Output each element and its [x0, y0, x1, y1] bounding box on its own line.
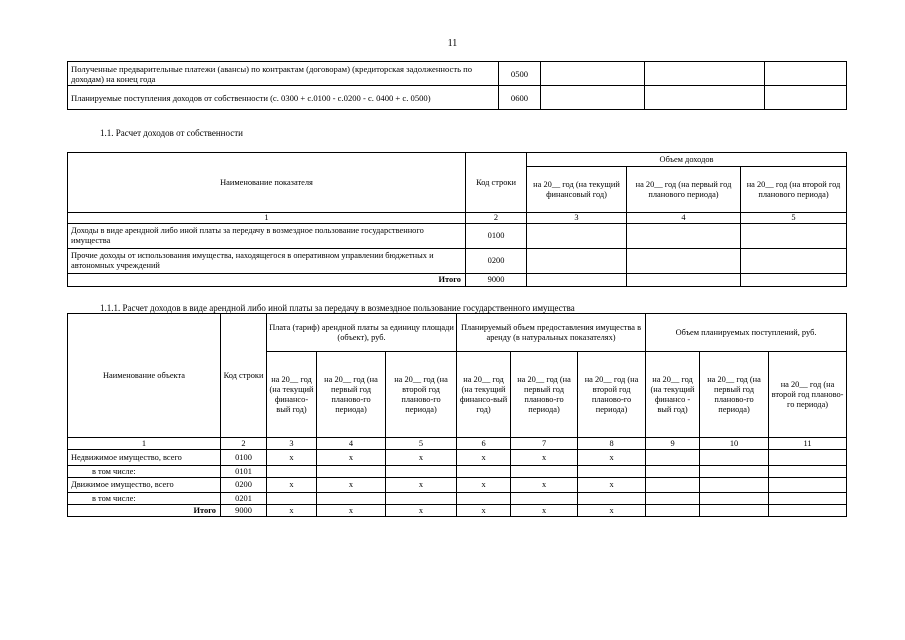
section-caption-1-1-1: 1.1.1. Расчет доходов в виде арендной либо иной платы за передачу в возмездное пользование государственного имущества	[100, 303, 575, 313]
value-cell[interactable]	[700, 466, 769, 478]
row-name: Планируемые поступления доходов от собственности (с. 0300 + с.0100 - с.0200 - с. 0400 + с. 0500)	[68, 86, 499, 110]
value-cell[interactable]	[741, 274, 847, 287]
row-name: Прочие доходы от использования имущества, находящегося в оперативном управлении бюджетных и автономных учреждений	[68, 249, 466, 274]
value-cell[interactable]	[765, 62, 847, 86]
value-cell[interactable]	[627, 274, 741, 287]
value-cell[interactable]	[646, 493, 700, 505]
rent-table	[67, 313, 847, 517]
value-cell[interactable]	[386, 493, 457, 505]
header-year-first: на 20__ год (на первый год планово-го периода)	[317, 352, 386, 438]
header-year-second: на 20__ год (на второй год планово-го периода)	[578, 352, 646, 438]
column-number: 2	[221, 438, 267, 450]
column-number: 9	[646, 438, 700, 450]
header-year-current: на 20__ год (на текущий финансовый год)	[527, 167, 627, 213]
header-year-current: на 20__ год (на текущий финансо - вый год)	[646, 352, 700, 438]
total-row	[68, 505, 847, 517]
x-mark: x	[511, 478, 578, 493]
x-mark: x	[578, 505, 646, 517]
page-number: 11	[447, 38, 458, 49]
column-number: 11	[769, 438, 847, 450]
value-cell[interactable]	[700, 478, 769, 493]
x-mark: x	[386, 450, 457, 466]
x-mark: x	[386, 505, 457, 517]
value-cell[interactable]	[457, 493, 511, 505]
value-cell[interactable]	[578, 466, 646, 478]
x-mark: x	[457, 478, 511, 493]
x-mark: x	[317, 478, 386, 493]
header-receipts: Объем планируемых поступлений, руб.	[646, 314, 847, 352]
value-cell[interactable]	[627, 224, 741, 249]
header-code: Код строки	[466, 153, 527, 213]
value-cell[interactable]	[317, 466, 386, 478]
value-cell[interactable]	[769, 478, 847, 493]
column-number: 4	[317, 438, 386, 450]
table-row	[68, 86, 847, 110]
header-year-second: на 20__ год (на второй год планово-го периода)	[769, 352, 847, 438]
header-year-current: на 20__ год (на текущий финансо-вый год)	[457, 352, 511, 438]
row-code: 0100	[466, 224, 527, 249]
value-cell[interactable]	[267, 493, 317, 505]
row-name: в том числе:	[68, 466, 221, 478]
column-numbers-row	[68, 213, 847, 224]
value-cell[interactable]	[646, 505, 700, 517]
table-row	[68, 62, 847, 86]
row-code: 0500	[499, 62, 541, 86]
value-cell[interactable]	[769, 505, 847, 517]
value-cell[interactable]	[527, 249, 627, 274]
column-number: 1	[68, 213, 466, 224]
table-row	[68, 478, 847, 493]
x-mark: x	[317, 450, 386, 466]
value-cell[interactable]	[646, 478, 700, 493]
header-year-second: на 20__ год (на второй год планово-го периода)	[386, 352, 457, 438]
x-mark: x	[267, 505, 317, 517]
value-cell[interactable]	[627, 249, 741, 274]
total-code: 9000	[221, 505, 267, 517]
header-year-first: на 20__ год (на первый год планово-го периода)	[700, 352, 769, 438]
value-cell[interactable]	[741, 249, 847, 274]
column-number: 4	[627, 213, 741, 224]
section-caption-1-1: 1.1. Расчет доходов от собственности	[100, 128, 243, 138]
row-name: в том числе:	[68, 493, 221, 505]
table-row	[68, 493, 847, 505]
value-cell[interactable]	[646, 450, 700, 466]
header-year-current: на 20__ год (на текущий финансо-вый год)	[267, 352, 317, 438]
value-cell[interactable]	[646, 466, 700, 478]
table-row	[68, 450, 847, 466]
row-code: 0100	[221, 450, 267, 466]
value-cell[interactable]	[700, 505, 769, 517]
value-cell[interactable]	[511, 466, 578, 478]
header-year-first: на 20__ год (на первый год планово-го периода)	[511, 352, 578, 438]
table-row	[68, 224, 847, 249]
header-rate: Плата (тариф) арендной платы за единицу площади (объект), руб.	[267, 314, 457, 352]
row-name: Полученные предварительные платежи (авансы) по контрактам (договорам) (кредиторская задолженность по доходам) на конец года	[68, 62, 499, 86]
value-cell[interactable]	[765, 86, 847, 110]
top-table	[67, 61, 847, 110]
row-name: Доходы в виде арендной либо иной платы за передачу в возмездное пользование государственного имущества	[68, 224, 466, 249]
header-volume: Объем доходов	[527, 153, 847, 167]
row-code: 0600	[499, 86, 541, 110]
column-number: 8	[578, 438, 646, 450]
total-label: Итого	[68, 505, 221, 517]
value-cell[interactable]	[541, 86, 645, 110]
column-number: 5	[741, 213, 847, 224]
x-mark: x	[267, 478, 317, 493]
income-table	[67, 152, 847, 287]
row-name: Движимое имущество, всего	[68, 478, 221, 493]
x-mark: x	[511, 505, 578, 517]
value-cell[interactable]	[267, 466, 317, 478]
value-cell[interactable]	[645, 86, 765, 110]
row-code: 0200	[466, 249, 527, 274]
header-object-name: Наименование объекта	[68, 314, 221, 438]
x-mark: x	[386, 478, 457, 493]
value-cell[interactable]	[700, 450, 769, 466]
value-cell[interactable]	[457, 466, 511, 478]
column-number: 1	[68, 438, 221, 450]
column-number: 3	[527, 213, 627, 224]
column-number: 10	[700, 438, 769, 450]
x-mark: x	[578, 478, 646, 493]
x-mark: x	[578, 450, 646, 466]
row-code: 0201	[221, 493, 267, 505]
column-numbers-row	[68, 438, 847, 450]
row-code: 0200	[221, 478, 267, 493]
header-year-first: на 20__ год (на первый год планового периода)	[627, 167, 741, 213]
x-mark: x	[267, 450, 317, 466]
value-cell[interactable]	[541, 62, 645, 86]
value-cell[interactable]	[769, 466, 847, 478]
value-cell[interactable]	[317, 493, 386, 505]
value-cell[interactable]	[769, 493, 847, 505]
header-year-second: на 20__ год (на второй год планового периода)	[741, 167, 847, 213]
x-mark: x	[317, 505, 386, 517]
value-cell[interactable]	[527, 224, 627, 249]
header-code: Код строки	[221, 314, 267, 438]
x-mark: x	[511, 450, 578, 466]
value-cell[interactable]	[578, 493, 646, 505]
value-cell[interactable]	[511, 493, 578, 505]
value-cell[interactable]	[527, 274, 627, 287]
total-row	[68, 274, 847, 287]
table-row	[68, 466, 847, 478]
value-cell[interactable]	[386, 466, 457, 478]
value-cell[interactable]	[741, 224, 847, 249]
x-mark: x	[457, 450, 511, 466]
column-number: 2	[466, 213, 527, 224]
total-label: Итого	[68, 274, 466, 287]
header-name: Наименование показателя	[68, 153, 466, 213]
column-number: 6	[457, 438, 511, 450]
value-cell[interactable]	[769, 450, 847, 466]
row-name: Недвижимое имущество, всего	[68, 450, 221, 466]
value-cell[interactable]	[645, 62, 765, 86]
x-mark: x	[457, 505, 511, 517]
row-code: 0101	[221, 466, 267, 478]
column-number: 3	[267, 438, 317, 450]
value-cell[interactable]	[700, 493, 769, 505]
column-number: 5	[386, 438, 457, 450]
column-number: 7	[511, 438, 578, 450]
header-volume: Планируемый объем предоставления имущества в аренду (в натуральных показателях)	[457, 314, 646, 352]
total-code: 9000	[466, 274, 527, 287]
table-row	[68, 249, 847, 274]
